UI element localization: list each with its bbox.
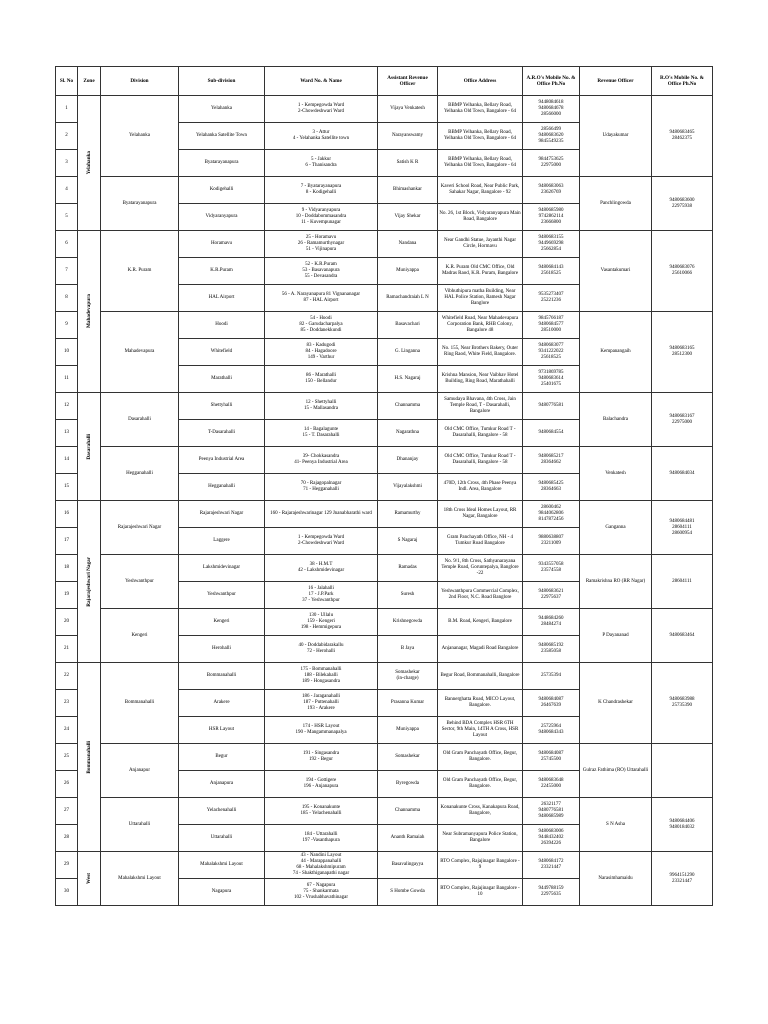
aro-phone-cell: 9535273407 25221236 bbox=[523, 285, 580, 312]
ward-cell: 3 - Attur 4 - Yelahanka Satellite town bbox=[265, 123, 378, 150]
aro-phone-cell: 9448084618 9480684678 28566000 bbox=[523, 96, 580, 123]
sl-no-cell: 3 bbox=[56, 150, 78, 177]
aro-name-cell: Muniyappa bbox=[378, 717, 438, 744]
col-header-aro-phone: A.R.O's Mobile No. & Office Ph.No bbox=[523, 67, 580, 96]
aro-phone-cell: 28600462 9844062806 8147872456 bbox=[523, 501, 580, 528]
division-cell: Kengeri bbox=[101, 609, 179, 663]
aro-name-cell: B Jaya bbox=[378, 636, 438, 663]
ward-cell: 7 - Byatarayanapura 8 - Kodigehalli bbox=[265, 177, 378, 204]
sub-division-cell: Shettyhalli bbox=[179, 393, 265, 420]
aro-phone-cell: 9343557058 23574558 bbox=[523, 555, 580, 582]
office-address-cell: Yeshwanthpura Commercial Complex, 2nd Floor, N.C. Road Banglore bbox=[438, 582, 523, 609]
sub-division-cell: Laggere bbox=[179, 528, 265, 555]
aro-name-cell: Somashekar (in-charge) bbox=[378, 663, 438, 690]
revenue-officer-cell: Gulraz Fathima (RO) Uttarahalli bbox=[580, 744, 652, 798]
ro-phone-cell bbox=[652, 744, 713, 798]
aro-name-cell: Krishnegowda bbox=[378, 609, 438, 636]
sl-no-cell: 11 bbox=[56, 366, 78, 393]
sub-division-cell: Vidyaranyapura bbox=[179, 204, 265, 231]
aro-phone-cell: 9480685425 28364663 bbox=[523, 474, 580, 501]
sl-no-cell: 8 bbox=[56, 285, 78, 312]
sl-no-cell: 13 bbox=[56, 420, 78, 447]
office-address-cell: Kaveri School Road, Near Public Park, Sahakar Nagar, Bangalore - 92 bbox=[438, 177, 523, 204]
sub-division-cell: K.R.Puram bbox=[179, 258, 265, 285]
aro-phone-cell: 9480684087 26467639 bbox=[523, 690, 580, 717]
ward-cell: 12 - Shettyhalli 15 - Mallasandra bbox=[265, 393, 378, 420]
table-header bbox=[56, 67, 713, 96]
aro-phone-cell: 9844753625 22975000 bbox=[523, 150, 580, 177]
aro-name-cell: Channamma bbox=[378, 798, 438, 825]
sl-no-cell: 20 bbox=[56, 609, 78, 636]
division-cell: Uttarahalli bbox=[101, 798, 179, 852]
aro-name-cell: Ramachandraiah L N bbox=[378, 285, 438, 312]
sub-division-cell: Yelahanka Satellite Town bbox=[179, 123, 265, 150]
sub-division-cell: Bommanahalli bbox=[179, 663, 265, 690]
sl-no-cell: 12 bbox=[56, 393, 78, 420]
ward-cell: 52 - K.R.Puram 53 - Basavanapura 55 - Devasandra bbox=[265, 258, 378, 285]
sl-no-cell: 28 bbox=[56, 825, 78, 852]
sub-division-cell: Nagapura bbox=[179, 879, 265, 906]
sub-division-cell: Yelahanka bbox=[179, 96, 265, 123]
revenue-officer-cell: Panchlingowda bbox=[580, 177, 652, 231]
ward-cell: 175 - Bommanahalli 188 - Bilekahalli 189 - Hongasandra bbox=[265, 663, 378, 690]
aro-phone-cell: 9480683006 9448432402 26394226 bbox=[523, 825, 580, 852]
aro-phone-cell: 9480684172 23321447 bbox=[523, 852, 580, 879]
aro-name-cell: S Nagaraj bbox=[378, 528, 438, 555]
revenue-officer-cell: Udayakumar bbox=[580, 96, 652, 177]
office-address-cell: Begur Road, Bommanahalli, Bangalore bbox=[438, 663, 523, 690]
ro-phone-cell: 9480683600 22975938 bbox=[652, 177, 713, 231]
zone-cell bbox=[78, 231, 101, 393]
ro-phone-cell: 9480684481 28604111 28600954 bbox=[652, 501, 713, 555]
aro-name-cell: Narayanswamy bbox=[378, 123, 438, 150]
sl-no-cell: 15 bbox=[56, 474, 78, 501]
col-header-ro-phone: R.O's Mobile No. & Office Ph.No bbox=[652, 67, 713, 96]
division-cell: Bommanahalli bbox=[101, 663, 179, 744]
sl-no-cell: 30 bbox=[56, 879, 78, 906]
aro-name-cell: Vijaya Venkatesh bbox=[378, 96, 438, 123]
table-row bbox=[56, 96, 713, 123]
aro-name-cell: Somashekar bbox=[378, 744, 438, 771]
table-row bbox=[56, 501, 713, 528]
aro-name-cell: Satish K R bbox=[378, 150, 438, 177]
ward-cell: 1 - Kempegowda Ward 2-Chowdeshwari Ward bbox=[265, 528, 378, 555]
sub-division-cell: Rajarajeshwari Nagar bbox=[179, 501, 265, 528]
sl-no-cell: 26 bbox=[56, 771, 78, 798]
table-row bbox=[56, 609, 713, 636]
revenue-officer-cell: Narasimhamaidu bbox=[580, 852, 652, 906]
revenue-officer-cell: S N Asha bbox=[580, 798, 652, 852]
aro-name-cell: Channamma bbox=[378, 393, 438, 420]
aro-name-cell: S Hombe Gowda bbox=[378, 879, 438, 906]
office-address-cell: B.M. Road, Kengeri, Bangalore bbox=[438, 609, 523, 636]
sub-division-cell: Yeshwanthpur bbox=[179, 582, 265, 609]
division-cell: Hegganahalli bbox=[101, 447, 179, 501]
office-address-cell: Old Gram Panchayath Office, Begur, Bangalore. bbox=[438, 771, 523, 798]
ro-phone-cell: 9480683165 28512300 bbox=[652, 312, 713, 393]
ward-cell: 40 - Doddabidarakallu 72 - Herohalli bbox=[265, 636, 378, 663]
ward-cell: 67 - Nagapura 75 - Shankarmata 102 - Vrushabhavathinagar bbox=[265, 879, 378, 906]
office-address-cell: Anjananagar, Magadi Road Bangalore bbox=[438, 636, 523, 663]
col-header-sl-no: Sl. No bbox=[56, 67, 78, 96]
aro-name-cell: H.S. Nagaraj bbox=[378, 366, 438, 393]
office-address-cell: BBMP Yelhanka, Bellary Road, Yelhanka Old Town, Bangalore - 64 bbox=[438, 150, 523, 177]
table-row bbox=[56, 798, 713, 825]
sl-no-cell: 21 bbox=[56, 636, 78, 663]
sub-division-cell: HAL Airport bbox=[179, 285, 265, 312]
office-address-cell: Vibhuthipura matha Building, Near HAL Police Station, Ramesh Nagar Banglore bbox=[438, 285, 523, 312]
aro-name-cell: Basavalingayya bbox=[378, 852, 438, 879]
aro-name-cell: Basavachari bbox=[378, 312, 438, 339]
ro-phone-cell: 9480683464 bbox=[652, 609, 713, 663]
sub-division-cell: Yelachenahalli bbox=[179, 798, 265, 825]
aro-phone-cell: 26321177 9480776581 9480685989 bbox=[523, 798, 580, 825]
ward-cell: 70 - Rajagopalnagar 71 - Hegganahalli bbox=[265, 474, 378, 501]
sl-no-cell: 9 bbox=[56, 312, 78, 339]
zone-label: Bommanahalli bbox=[86, 740, 92, 774]
table-row bbox=[56, 231, 713, 258]
aro-phone-cell: 9480683063 23626769 bbox=[523, 177, 580, 204]
aro-phone-cell: 9480683155 9449669298 25662854 bbox=[523, 231, 580, 258]
sl-no-cell: 1 bbox=[56, 96, 78, 123]
revenue-officer-cell: Balachandra bbox=[580, 393, 652, 447]
ward-cell: 14 - Bagalagunte 15 - T. Dasarahalli bbox=[265, 420, 378, 447]
office-address-cell: Whitefield Road, Near Mahadevapura Corporation Bank, RHB Colony, Bangalore 48 bbox=[438, 312, 523, 339]
division-cell: Byatarayanapura bbox=[101, 177, 179, 231]
zone-cell bbox=[78, 96, 101, 231]
aro-name-cell: Nagarathna bbox=[378, 420, 438, 447]
ward-officers-table bbox=[55, 66, 713, 906]
ro-phone-cell: 9480683465 28462375 bbox=[652, 96, 713, 177]
aro-phone-cell: 9480685192 23585058 bbox=[523, 636, 580, 663]
sub-division-cell: Begur bbox=[179, 744, 265, 771]
zone-label: Mahadevapura bbox=[86, 294, 92, 329]
office-address-cell: Old Gram Panchayath Office, Begur, Bangalore. bbox=[438, 744, 523, 771]
sub-division-cell: HSR Layout bbox=[179, 717, 265, 744]
division-cell: Anjanapur bbox=[101, 744, 179, 798]
aro-name-cell: Nandana bbox=[378, 231, 438, 258]
col-header-sub-division: Sub-division bbox=[179, 67, 265, 96]
table-row bbox=[56, 177, 713, 204]
division-cell: K.R. Puram bbox=[101, 231, 179, 312]
sl-no-cell: 22 bbox=[56, 663, 78, 690]
sl-no-cell: 29 bbox=[56, 852, 78, 879]
division-cell: Yelahanka bbox=[101, 96, 179, 177]
revenue-officer-cell: K Chandrashekar bbox=[580, 663, 652, 744]
sl-no-cell: 19 bbox=[56, 582, 78, 609]
sub-division-cell: Uttarahalli bbox=[179, 825, 265, 852]
zone-cell bbox=[78, 852, 101, 906]
office-address-cell: No. 9/1, 8th Cross, Sathyanarayana Temple Road, Goruntepalya, Banglore -22 bbox=[438, 555, 523, 582]
sub-division-cell: Whitefield bbox=[179, 339, 265, 366]
table-row bbox=[56, 393, 713, 420]
sub-division-cell: Hoodi bbox=[179, 312, 265, 339]
ro-phone-cell: 28604111 bbox=[652, 555, 713, 609]
ward-cell: 16 - Jalahalli 17 - J.P.Park 37 - Yeshwanthpur bbox=[265, 582, 378, 609]
ro-phone-cell: 9480683076 25610066 bbox=[652, 231, 713, 312]
zone-label: Dasarahalli bbox=[86, 433, 92, 460]
office-address-cell: RTO Complex, Rajajinagar Bangalore - 9 bbox=[438, 852, 523, 879]
zone-label: Yelahanka bbox=[86, 151, 92, 175]
aro-name-cell: Ramamurthy bbox=[378, 501, 438, 528]
aro-phone-cell: 9480683077 9341222022 25618525 bbox=[523, 339, 580, 366]
zone-cell bbox=[78, 663, 101, 852]
aro-phone-cell: 9480683621 22975637 bbox=[523, 582, 580, 609]
zone-cell bbox=[78, 393, 101, 501]
office-address-cell: Konanakunte Cross, Kanakapura Road, Bangalore, bbox=[438, 798, 523, 825]
office-address-cell: Behind BDA Complex HSR 6TH Sector, 9th Main, 14TH A Cross, HSR Layout bbox=[438, 717, 523, 744]
table-row bbox=[56, 555, 713, 582]
revenue-officer-cell: Vasantakumari bbox=[580, 231, 652, 312]
sub-division-cell: Lakshmidevinagar bbox=[179, 555, 265, 582]
ward-cell: 54 - Hoodi 82 - Garudacharpalya 85 - Doddanekkundi bbox=[265, 312, 378, 339]
ro-phone-cell: 9480684034 bbox=[652, 447, 713, 501]
ward-cell: 38 - H.M.T 42 - Lakshmidevinagar bbox=[265, 555, 378, 582]
aro-phone-cell: 9480683648 22455000 bbox=[523, 771, 580, 798]
ward-cell: 1 - Kempegowda Ward 2-Chowdeshwari Ward bbox=[265, 96, 378, 123]
aro-name-cell: Dhananjay bbox=[378, 447, 438, 474]
aro-name-cell: Ramadas bbox=[378, 555, 438, 582]
zone-label: Rajarajeshwari Nagar bbox=[86, 556, 92, 607]
ward-cell: 130 - Ullalu 159 - Kengeri 198 - Hemmigepura bbox=[265, 609, 378, 636]
aro-name-cell: Suresh bbox=[378, 582, 438, 609]
aro-phone-cell: 25725964 9480684343 bbox=[523, 717, 580, 744]
sl-no-cell: 24 bbox=[56, 717, 78, 744]
ro-phone-cell: 9480683167 22975000 bbox=[652, 393, 713, 447]
sub-division-cell: Byatarayanapura bbox=[179, 150, 265, 177]
office-address-cell: Krishna Mansion, Near Vaibhav Hotel Building, Ring Road, Marathahalli bbox=[438, 366, 523, 393]
office-address-cell: Gram Panchayath Office, NH - 4 Tumkur Road Bangalore bbox=[438, 528, 523, 555]
revenue-officer-cell: Ramakrishna RO (RR Nagar) bbox=[580, 555, 652, 609]
sl-no-cell: 4 bbox=[56, 177, 78, 204]
sub-division-cell: Horamavu bbox=[179, 231, 265, 258]
table-row bbox=[56, 312, 713, 339]
revenue-officer-cell: Venkatesh bbox=[580, 447, 652, 501]
table-row bbox=[56, 663, 713, 690]
sl-no-cell: 14 bbox=[56, 447, 78, 474]
sl-no-cell: 18 bbox=[56, 555, 78, 582]
office-address-cell: Near Subramanyapura Police Station, Bangalore bbox=[438, 825, 523, 852]
sub-division-cell: Kodigehalli bbox=[179, 177, 265, 204]
sub-division-cell: Kengeri bbox=[179, 609, 265, 636]
ward-cell: 5 - Jakkur 6 - Thanisandra bbox=[265, 150, 378, 177]
col-header-zone: Zone bbox=[78, 67, 101, 96]
office-address-cell: No. 26, 1st Block, Vidyaranyapura Main Road, Bangalore bbox=[438, 204, 523, 231]
ward-cell: 160 - Rajarajeshwarinagar 129 Jnanabharathi ward bbox=[265, 501, 378, 528]
office-address-cell: K.R. Puram Old CMC Office, Old Madras Raod, K.R. Puram, Bangalore bbox=[438, 258, 523, 285]
ward-cell: 43 - Nandini Layout 44 - Marappanahalli 68 - Mahalakshmipuram 74 - Shakthiganapathi nagar bbox=[265, 852, 378, 879]
revenue-officer-cell: Ganganna bbox=[580, 501, 652, 555]
division-cell: Yeshwanthpur bbox=[101, 555, 179, 609]
table-body bbox=[56, 96, 713, 906]
ward-cell: 9 - Vidyaranyapura 10 - Doddabommasandra 11 - Kuvempunagar bbox=[265, 204, 378, 231]
aro-name-cell: Muniyappa bbox=[378, 258, 438, 285]
sub-division-cell: Hegganahalli bbox=[179, 474, 265, 501]
sl-no-cell: 6 bbox=[56, 231, 78, 258]
aro-phone-cell: 9880638807 23211009 bbox=[523, 528, 580, 555]
ward-cell: 25 - Horamavu 26 - Ramamurthynagar 51 - Vijinapura bbox=[265, 231, 378, 258]
ward-cell: 194 - Gottigere 196 - Anjanapura bbox=[265, 771, 378, 798]
ward-cell: 191 - Singasandra 192 - Begur bbox=[265, 744, 378, 771]
ward-cell: 174 - HSR Layout 190 - Mangammanapalya bbox=[265, 717, 378, 744]
ward-cell: 195 - Konanakunte 185 - Yelachenahalli bbox=[265, 798, 378, 825]
office-address-cell: BBMP Yelhanka, Bellary Road, Yelhanka Old Town, Bangalore - 64 bbox=[438, 123, 523, 150]
aro-name-cell: G. Linganna bbox=[378, 339, 438, 366]
aro-phone-cell: 9480684143 25618525 bbox=[523, 258, 580, 285]
col-header-division: Division bbox=[101, 67, 179, 96]
office-address-cell: 470D, 12th Cross, 4th Phase Peenya Indl. Area, Bangalore bbox=[438, 474, 523, 501]
ward-cell: 83 - Kadugodi 84 - Hagadoore 149 - Varthur bbox=[265, 339, 378, 366]
aro-name-cell: Vijay Shekar bbox=[378, 204, 438, 231]
ro-phone-cell: 9480683988 25735390 bbox=[652, 663, 713, 744]
division-cell: Mahadevapura bbox=[101, 312, 179, 393]
sl-no-cell: 5 bbox=[56, 204, 78, 231]
revenue-officer-cell: Kempanangaih bbox=[580, 312, 652, 393]
office-address-cell: Near Gandhi Statue, Jayanthi Nagar Circle, Hormavu bbox=[438, 231, 523, 258]
table-row bbox=[56, 852, 713, 879]
aro-phone-cell: 9845766187 9480684577 28510000 bbox=[523, 312, 580, 339]
aro-phone-cell: 28566499 9480683620 9845549235 bbox=[523, 123, 580, 150]
sl-no-cell: 2 bbox=[56, 123, 78, 150]
revenue-officer-cell: P Dayananad bbox=[580, 609, 652, 663]
col-header-revenue-officer: Revenue Officer bbox=[580, 67, 652, 96]
sub-division-cell: Herohalli bbox=[179, 636, 265, 663]
sl-no-cell: 7 bbox=[56, 258, 78, 285]
sub-division-cell: T-Dasarahalli bbox=[179, 420, 265, 447]
ward-cell: 86 - Marathalli 150 - Bellandur bbox=[265, 366, 378, 393]
sub-division-cell: Arakere bbox=[179, 690, 265, 717]
col-header-office-address: Office Address bbox=[438, 67, 523, 96]
sl-no-cell: 10 bbox=[56, 339, 78, 366]
aro-phone-cell: 25735394 bbox=[523, 663, 580, 690]
aro-phone-cell: 9448684260 28484274 bbox=[523, 609, 580, 636]
aro-phone-cell: 9480776581 bbox=[523, 393, 580, 420]
ro-phone-cell: 9964151290 23321447 bbox=[652, 852, 713, 906]
division-cell: Rajarajeshwari Nagar bbox=[101, 501, 179, 555]
zone-cell bbox=[78, 501, 101, 663]
aro-phone-cell: 9449788159 22975635 bbox=[523, 879, 580, 906]
table-row bbox=[56, 744, 713, 771]
aro-phone-cell: 9480684554 bbox=[523, 420, 580, 447]
aro-name-cell: Vijayalakshmi bbox=[378, 474, 438, 501]
office-address-cell: BBMP Yelhanka, Bellary Road, Yelhanka Old Town, Bangalore - 64 bbox=[438, 96, 523, 123]
table-row bbox=[56, 447, 713, 474]
sub-division-cell: Anjanapura bbox=[179, 771, 265, 798]
col-header-ward: Ward No. & Name bbox=[265, 67, 378, 96]
ward-cell: 184 - Uttarahalli 197 -Vasanthapura bbox=[265, 825, 378, 852]
aro-phone-cell: 9480684087 25745500 bbox=[523, 744, 580, 771]
ward-cell: 56 - A. Narayanapura 81 Vignananagar 87 - HAL Airport bbox=[265, 285, 378, 312]
office-address-cell: Old CMC Office, Tumkur Road T - Dasarahalli, Bangalore - 58 bbox=[438, 420, 523, 447]
office-address-cell: RTO Complex, Rajajinagar Bangalore - 10 bbox=[438, 879, 523, 906]
aro-phone-cell: 9731869785 9480683614 25401675 bbox=[523, 366, 580, 393]
office-address-cell: Bannerghatta Road, MICO Layout, Bangalore. bbox=[438, 690, 523, 717]
col-header-aro: Assistant Revenue Officer bbox=[378, 67, 438, 96]
office-address-cell: Samudaya Bhavana, 4th Cross, Jain Temple Road, T - Dasarahalli, Bangalore bbox=[438, 393, 523, 420]
sub-division-cell: Marathalli bbox=[179, 366, 265, 393]
sl-no-cell: 16 bbox=[56, 501, 78, 528]
office-address-cell: No. 155, Near Brothers Bakery, Outer Ring Raod, White Field, Bangalore. bbox=[438, 339, 523, 366]
aro-name-cell: Ananth Ramaiah bbox=[378, 825, 438, 852]
ward-cell: 39- Chokkasandra 41- Peenya Industrial Area bbox=[265, 447, 378, 474]
ward-cell: 186 - Jaraganahalli 187 - Puttenahalli 193 - Arakere bbox=[265, 690, 378, 717]
sub-division-cell: Mahalakshmi Layout bbox=[179, 852, 265, 879]
sl-no-cell: 17 bbox=[56, 528, 78, 555]
sub-division-cell: Peenya Industrial Area bbox=[179, 447, 265, 474]
division-cell: Mahalakshmi Layout bbox=[101, 852, 179, 906]
zone-label: West bbox=[86, 873, 92, 884]
office-address-cell: 18th Cross Ideal Homes Layout, RR Nagar, Bangalore bbox=[438, 501, 523, 528]
sl-no-cell: 23 bbox=[56, 690, 78, 717]
aro-name-cell: Prasanna Kumar bbox=[378, 690, 438, 717]
sl-no-cell: 27 bbox=[56, 798, 78, 825]
aro-phone-cell: 9480685217 28364662 bbox=[523, 447, 580, 474]
sl-no-cell: 25 bbox=[56, 744, 78, 771]
aro-name-cell: Bhimashankar bbox=[378, 177, 438, 204]
aro-name-cell: Byregowda bbox=[378, 771, 438, 798]
office-address-cell: Old CMC Office, Tumkur Road T - Dasarahalli, Bangalore - 58 bbox=[438, 447, 523, 474]
aro-phone-cell: 9480685980 9742862114 23666800 bbox=[523, 204, 580, 231]
ro-phone-cell: 9480684406 9480184032 bbox=[652, 798, 713, 852]
division-cell: Dasarahalli bbox=[101, 393, 179, 447]
